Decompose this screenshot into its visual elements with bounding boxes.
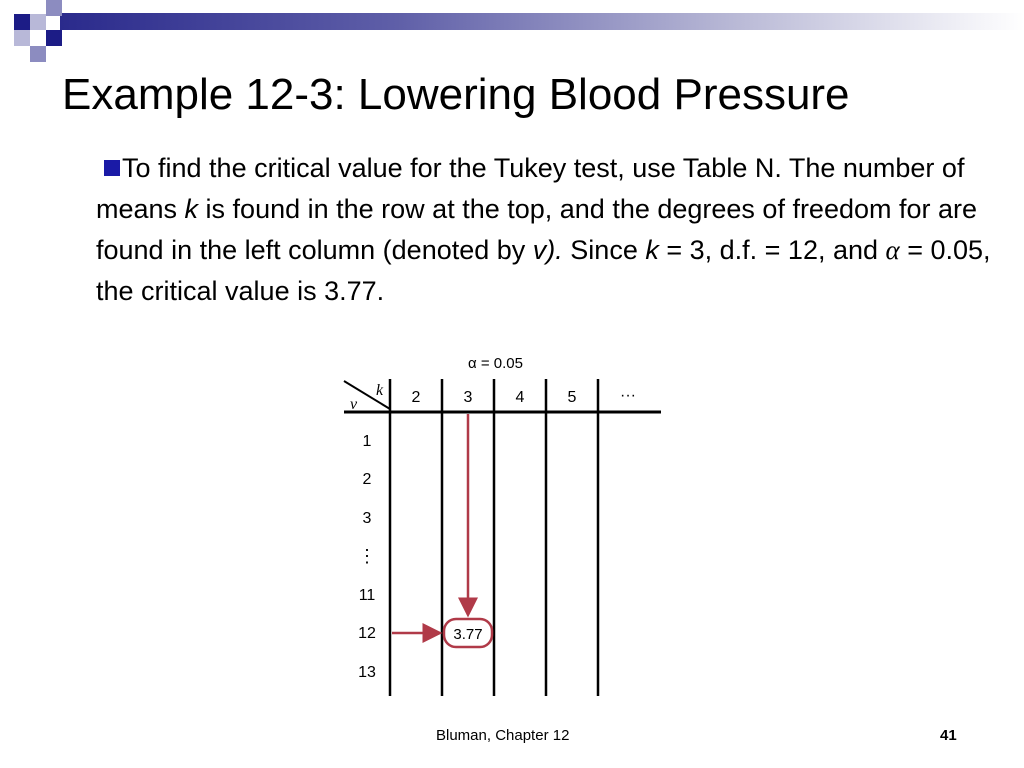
slide-title: Example 12-3: Lowering Blood Pressure xyxy=(62,70,850,119)
row-label-ellipsis: ⋮ xyxy=(358,546,376,566)
row-label: 3 xyxy=(362,510,372,527)
body-text-part: Since xyxy=(562,235,646,265)
body-text-part: = 3, d.f. = 12, and xyxy=(658,235,886,265)
body-text-part: To find the critical value for the Tukey test, use Table N. The number of means xyxy=(96,153,965,224)
row-label: 2 xyxy=(362,471,372,488)
header-square-dark xyxy=(46,30,62,46)
alpha-label: α = 0.05 xyxy=(468,355,523,372)
row-label: 11 xyxy=(358,587,376,604)
body-paragraph xyxy=(96,148,996,312)
tukey-table-figure xyxy=(330,345,670,705)
body-symbol-alpha: α xyxy=(885,235,900,265)
body-text-part: = 0.05, the critical value is 3.77. xyxy=(96,235,991,306)
v-label: v xyxy=(350,396,358,413)
header-gradient-bar xyxy=(60,13,1024,30)
header-square-dark xyxy=(14,14,30,30)
header-square-mid xyxy=(30,46,46,62)
header-square-light xyxy=(14,30,30,46)
row-label: 12 xyxy=(358,625,376,642)
page-number: 41 xyxy=(940,727,957,744)
column-header: 2 xyxy=(411,389,421,406)
body-variable-v: v). xyxy=(532,235,563,265)
k-label: k xyxy=(376,382,384,399)
column-header: 5 xyxy=(567,389,577,406)
column-header: 3 xyxy=(463,389,473,406)
header-square-light xyxy=(30,14,46,30)
row-label: 1 xyxy=(362,433,372,450)
critical-value: 3.77 xyxy=(453,626,483,643)
bullet-square-icon xyxy=(104,160,120,176)
footer-text: Bluman, Chapter 12 xyxy=(436,727,570,744)
column-header-ellipsis: ··· xyxy=(620,387,636,404)
row-label: 13 xyxy=(358,664,376,681)
header-square-mid xyxy=(46,0,62,16)
column-header: 4 xyxy=(515,389,525,406)
body-text-part: is found in the row at the top, and the degrees of freedom for are found in the left column (denoted by xyxy=(96,194,978,265)
body-variable-k: k xyxy=(645,235,659,265)
body-variable-k: k xyxy=(184,194,199,224)
